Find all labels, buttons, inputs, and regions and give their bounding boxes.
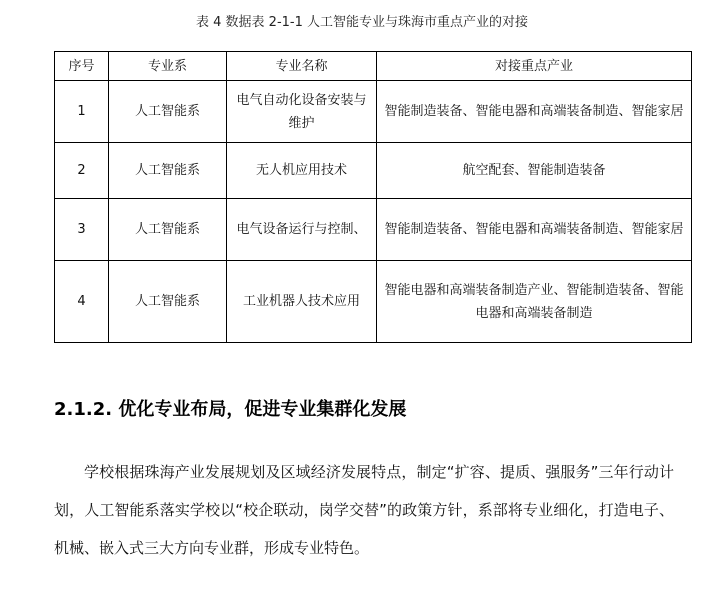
cell-industry: 航空配套、智能制造装备 xyxy=(377,143,692,199)
table-row xyxy=(55,81,692,143)
cell-dept: 人工智能系 xyxy=(109,199,227,261)
cell-major: 电气设备运行与控制、 xyxy=(227,199,377,261)
industry-alignment-table xyxy=(54,51,692,343)
cell-dept: 人工智能系 xyxy=(109,81,227,143)
cell-no: 4 xyxy=(55,261,109,343)
cell-no: 2 xyxy=(55,143,109,199)
header-no: 序号 xyxy=(55,52,109,81)
cell-industry: 智能电器和高端装备制造产业、智能制造装备、智能电器和高端装备制造 xyxy=(377,261,692,343)
cell-industry: 智能制造装备、智能电器和高端装备制造、智能家居 xyxy=(377,199,692,261)
cell-no: 3 xyxy=(55,199,109,261)
cell-major: 无人机应用技术 xyxy=(227,143,377,199)
table-header-row xyxy=(55,52,692,81)
header-dept: 专业系 xyxy=(109,52,227,81)
table-caption: 表 4 数据表 2-1-1 人工智能专业与珠海市重点产业的对接 xyxy=(196,15,528,30)
table-row xyxy=(55,199,692,261)
body-paragraph: 学校根据珠海产业发展规划及区域经济发展特点，制定“扩容、提质、强服务”三年行动计划，人工智能系落实学校以“校企联动，岗学交替”的政策方针，系部将专业细化，打造电子、机械、嵌入式三大方向专业群，形成专业特色。 xyxy=(54,463,674,557)
cell-dept: 人工智能系 xyxy=(109,143,227,199)
table-row xyxy=(55,143,692,199)
cell-major: 工业机器人技术应用 xyxy=(227,261,377,343)
cell-industry: 智能制造装备、智能电器和高端装备制造、智能家居 xyxy=(377,81,692,143)
cell-dept: 人工智能系 xyxy=(109,261,227,343)
header-industry: 对接重点产业 xyxy=(377,52,692,81)
header-major: 专业名称 xyxy=(227,52,377,81)
table-row xyxy=(55,261,692,343)
section-heading: 2.1.2. 优化专业布局，促进专业集群化发展 xyxy=(54,399,407,420)
cell-major: 电气自动化设备安装与维护 xyxy=(227,81,377,143)
cell-no: 1 xyxy=(55,81,109,143)
